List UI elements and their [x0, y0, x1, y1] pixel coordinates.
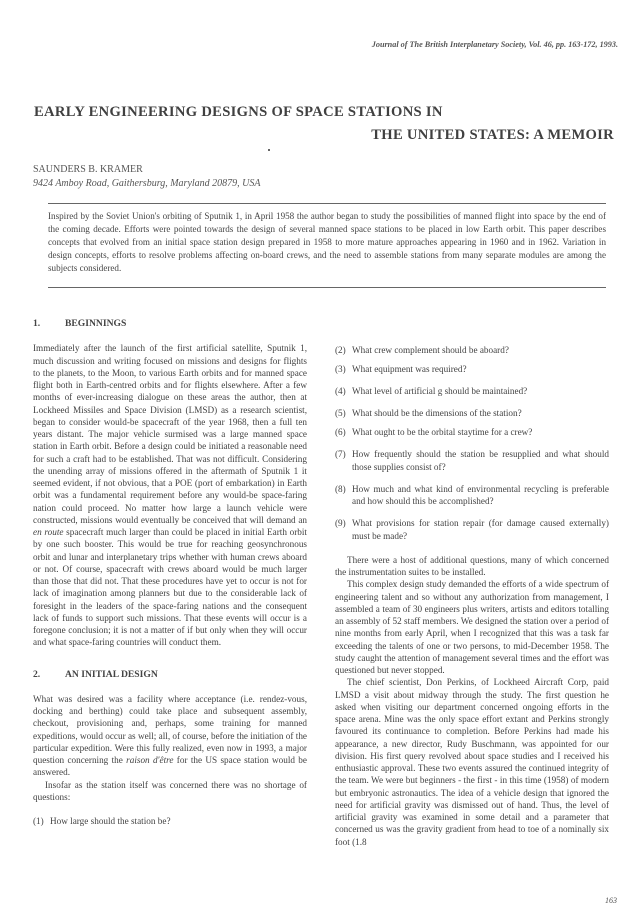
text-run: for the US space station would be answered.: [33, 755, 307, 778]
question-text: What level of artificial g should be maintained?: [352, 386, 528, 396]
abstract-bottom-rule: [48, 287, 606, 288]
stray-mark: [268, 149, 270, 151]
author-name: SAUNDERS B. KRAMER: [33, 164, 143, 175]
section-heading-beginnings: [33, 318, 307, 330]
section-title: BEGINNINGS: [65, 318, 127, 329]
question-item: [335, 426, 609, 438]
question-text: What equipment was required?: [352, 363, 467, 374]
italic-term: en route: [33, 527, 64, 537]
author-address: 9424 Amboy Road, Gaithersburg, Maryland 20879, USA: [33, 178, 261, 189]
beginnings-paragraph: [33, 342, 307, 648]
journal-reference: Journal of The British Interplanetary Society, Vol. 46, pp. 163-172, 1993.: [371, 40, 618, 49]
initial-design-paragraph-5: The chief scientist, Don Perkins, of Lockheed Aircraft Corp, paid LMSD a visit about midway through the study. The first question he asked when visiting our department concerned ongoing efforts in the space arena. Mine was the only space effort extant and Perkins strongly favoured its continuance to completion. Before Perkins had made his appearance, a new director, Rudy Buschmann, was appointed for our division. His first query revolved about space studies and I received his enthusiastic approval. These two events assured the continued integrity of the team. We were but beginners - the first - in this time (1958) of modern but embryonic astronautics. The idea of a vehicle design that ignored the need for artificial gravity was dismissed out of hand. Thus, the level of artificial gravity was examined in some detail and a parameter that concerned us was the gravity gradient from head to toe of a nominally six foot (1.8: [335, 677, 609, 847]
question-text: How frequently should the station be resupplied and what should those supplies consist of?: [352, 449, 609, 472]
right-column: [335, 344, 609, 848]
question-number: (1): [33, 816, 44, 826]
question-item: [335, 385, 609, 397]
question-number: (4): [335, 386, 346, 396]
question-number: (9): [335, 518, 346, 529]
question-text: What crew complement should be aboard?: [352, 345, 509, 355]
question-item: [33, 815, 307, 827]
question-text: How large should the station be?: [50, 816, 171, 826]
question-text: What should be the dimensions of the station?: [352, 408, 522, 419]
question-number: (5): [335, 408, 346, 419]
italic-term: raison d'être: [126, 755, 174, 765]
question-number: (2): [335, 345, 346, 355]
title-line-2: THE UNITED STATES: A MEMOIR: [371, 127, 614, 143]
section-heading-initial-design: [33, 669, 307, 681]
abstract: Inspired by the Soviet Union's orbiting of Sputnik 1, in April 1958 the author began to study the possibilities of manned flight into space by the end of the coming decade. Efforts were pointed towards the design of several manned space stations to be placed in low Earth orbit. This paper describes concepts that evolved from an initial space station design prepared in 1958 to more mature approaches appearing in 1960 and in 1962. Variation in design concepts, efforts to resolve problems affecting on-board crews, and the need to assemble stations from many separate modules are among the subjects considered.: [48, 211, 606, 274]
question-item: [335, 448, 609, 473]
question-item: [335, 517, 609, 542]
question-number: (3): [335, 363, 346, 374]
question-item: [335, 483, 609, 508]
question-text: What ought to be the orbital staytime for a crew?: [352, 427, 533, 437]
left-column: [33, 318, 307, 835]
question-item: [335, 407, 609, 419]
text-run: Immediately after the launch of the first artificial satellite, Sputnik 1, much discussion and writing focused on missions and designs for flights to the planets, to the Moon, to various Earth orbits and for manned space flight both in Earth-centred orbits and for flights elsewhere. After a few months of ever-increasing dialogue on these areas the author, then at Lockheed Missiles and Space Division (LMSD) as a research scientist, began to consider would-be spacecraft of the year 1968, then a full ten years distant. The major vehicle surmised was a large manned space station in Earth orbit. Before a design could be initiated a reasonable need for such a craft had to be established. That was not difficult. Considering the unending array of missions offered in the aftermath of Sputnik 1 it seemed evident, if not obvious, that a POE (port of embarkation) in Earth orbit was a fundamental requirement before any would-be space-faring nation could proceed. No matter how large a launch vehicle were constructed, missions would eventually be conceived that will demand an: [33, 343, 307, 525]
question-number: (8): [335, 483, 346, 494]
author-block: [33, 163, 261, 191]
article-title: [34, 104, 614, 144]
initial-design-paragraph-4: This complex design study demanded the efforts of a wide spectrum of engineering talent and so without any authorization from management, I assembled a team of 30 engineers plus writers, artists and editors totalling an assembly of 52 staff members. We designed the station over a period of nine months from early April, when I recognized that this was a task far exceeding the talents of one or two persons, to mid-December 1958. The study caught the attention of management several times and the effort was questioned but never stopped.: [335, 579, 609, 675]
page-number: 163: [605, 896, 617, 905]
question-item: [335, 344, 609, 356]
title-line-1: EARLY ENGINEERING DESIGNS OF SPACE STATIONS IN: [34, 104, 443, 120]
text-run: spacecraft much larger than could be placed in initial Earth orbit by one such booster. This would be true for reaching geosynchronous orbit and lunar and interplanetary trips whether with human crews aboard or not. Of course, spacecraft with crews aboard would be much larger than those that did not. That these procedures have yet to occur is not for lack of imagination among planners but due to the considerable lack of foresight in the leaders of the space-faring nations and the consequent lack of funds to support such missions. That these events will occur is a foregone conclusion; it is not a matter of if but only when they will occur and what space-faring countries will conduct them.: [33, 527, 307, 648]
abstract-top-rule: [48, 203, 606, 204]
text-run: What was desired was a facility where acceptance (i.e. rendez-vous, docking and berthing) could take place and subsequent assembly, checkout, provisioning and, perhaps, some training for manned expeditions, would occur as well; all, of course, before the initiation of the particular expedition. Were this fully realized, even now in 1993, a major question concerning the: [33, 693, 307, 765]
question-text: What provisions for station repair (for damage caused externally) must be made?: [352, 518, 609, 541]
initial-design-paragraph-3: There were a host of additional questions, many of which concerned the instrumentation suites to be installed.: [335, 554, 609, 577]
question-number: (7): [335, 449, 346, 460]
question-number: (6): [335, 427, 346, 437]
section-title: AN INITIAL DESIGN: [65, 668, 158, 680]
initial-design-paragraph-2: Insofar as the station itself was concerned there was no shortage of questions:: [33, 779, 307, 802]
section-number: 2.: [33, 668, 41, 680]
initial-design-paragraph-1: [33, 693, 307, 779]
question-item: [335, 363, 609, 375]
question-text: How much and what kind of environmental recycling is preferable and how should this be accomplished?: [352, 483, 609, 506]
section-number: 1.: [33, 318, 41, 329]
